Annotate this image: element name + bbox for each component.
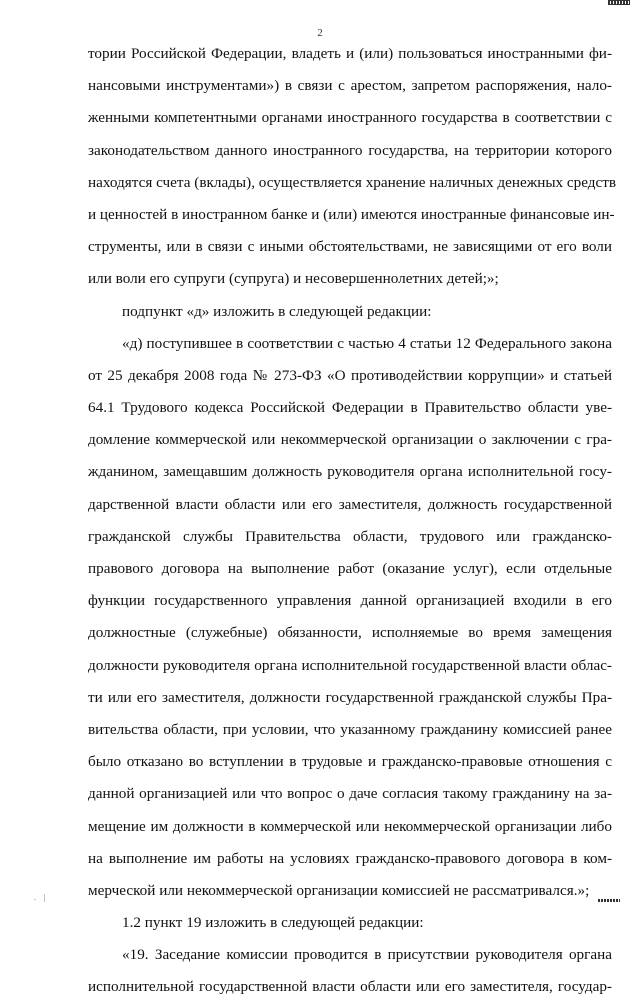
paragraph-start: «19. Заседание комиссии проводится в присутствии руководителя органа xyxy=(122,946,612,964)
paragraph-start: 1.2 пункт 19 изложить в следующей редакции: xyxy=(122,914,424,932)
scan-mark-top-right xyxy=(608,0,630,5)
text-line: и ценностей в иностранном банке и (или) имеются иностранные финансовые ин- xyxy=(88,205,615,223)
text-line: нансовыми инструментами») в связи с арестом, запретом распоряжения, нало- xyxy=(88,77,612,95)
text-line: 64.1 Трудового кодекса Российской Федерации в Правительство области уве- xyxy=(88,399,612,417)
text-line: законодательством данного иностранного государства, на территории которого xyxy=(88,141,612,159)
text-line: правового договора на выполнение работ (оказание услуг), если отдельные xyxy=(88,560,612,577)
page-number: 2 xyxy=(317,27,323,39)
paragraph-start: подпункт «д» изложить в следующей редакции: xyxy=(122,302,432,320)
paragraph-start: «д) поступившее в соответствии с частью 4 статьи 12 Федерального закона xyxy=(122,334,612,352)
text-line: должности руководителя органа исполнительной государственной власти облас- xyxy=(88,656,612,674)
text-line: должностные (служебные) обязанности, исполняемые во время замещения xyxy=(88,624,612,642)
text-line: или воли его супруги (супруга) и несовершеннолетних детей;»; xyxy=(88,270,499,288)
text-line: функции государственного управления данной организацией входили в его xyxy=(88,592,612,610)
text-line: женными компетентными органами иностранного государства в соответствии с xyxy=(88,109,612,127)
text-line: на выполнение им работы на условиях гражданско-правового договора в ком- xyxy=(88,849,612,867)
scan-mark-bottom-left: . | xyxy=(34,893,49,902)
text-line: исполнительной государственной власти области или его заместителя, государ- xyxy=(88,978,612,996)
text-line: жданином, замещавшим должность руководителя органа исполнительной госу- xyxy=(88,463,612,481)
text-line: было отказано во вступлении в трудовые и гражданско-правовые отношения с xyxy=(88,753,612,771)
text-line: вительства области, при условии, что указанному гражданину комиссией ранее xyxy=(88,720,612,738)
text-line: от 25 декабря 2008 года № 273-ФЗ «О противодействии коррупции» и статьей xyxy=(88,366,612,384)
text-line: дарственной власти области или его заместителя, должность государственной xyxy=(88,495,612,513)
text-line: мерческой или некоммерческой организации комиссией не рассматривался.»; xyxy=(88,881,590,899)
text-line: гражданской службы Правительства области, трудового или гражданско- xyxy=(88,527,612,545)
text-line: данной организацией или что вопрос о даче согласия такому гражданину на за- xyxy=(88,785,612,803)
scan-mark-bottom-right xyxy=(598,899,620,902)
text-line: ти или его заместителя, должности государственной гражданской службы Пра- xyxy=(88,688,612,706)
text-line: тории Российской Федерации, владеть и (или) пользоваться иностранными фи- xyxy=(88,45,612,62)
document-body xyxy=(88,38,617,1004)
text-line: домление коммерческой или некоммерческой организации о заключении с гра- xyxy=(88,431,612,449)
text-line: струменты, или в связи с иными обстоятельствами, не зависящими от его воли xyxy=(88,238,612,256)
text-line: находятся счета (вклады), осуществляется хранение наличных денежных средств xyxy=(88,173,617,191)
text-line: мещение им должности в коммерческой или некоммерческой организации либо xyxy=(88,817,612,835)
